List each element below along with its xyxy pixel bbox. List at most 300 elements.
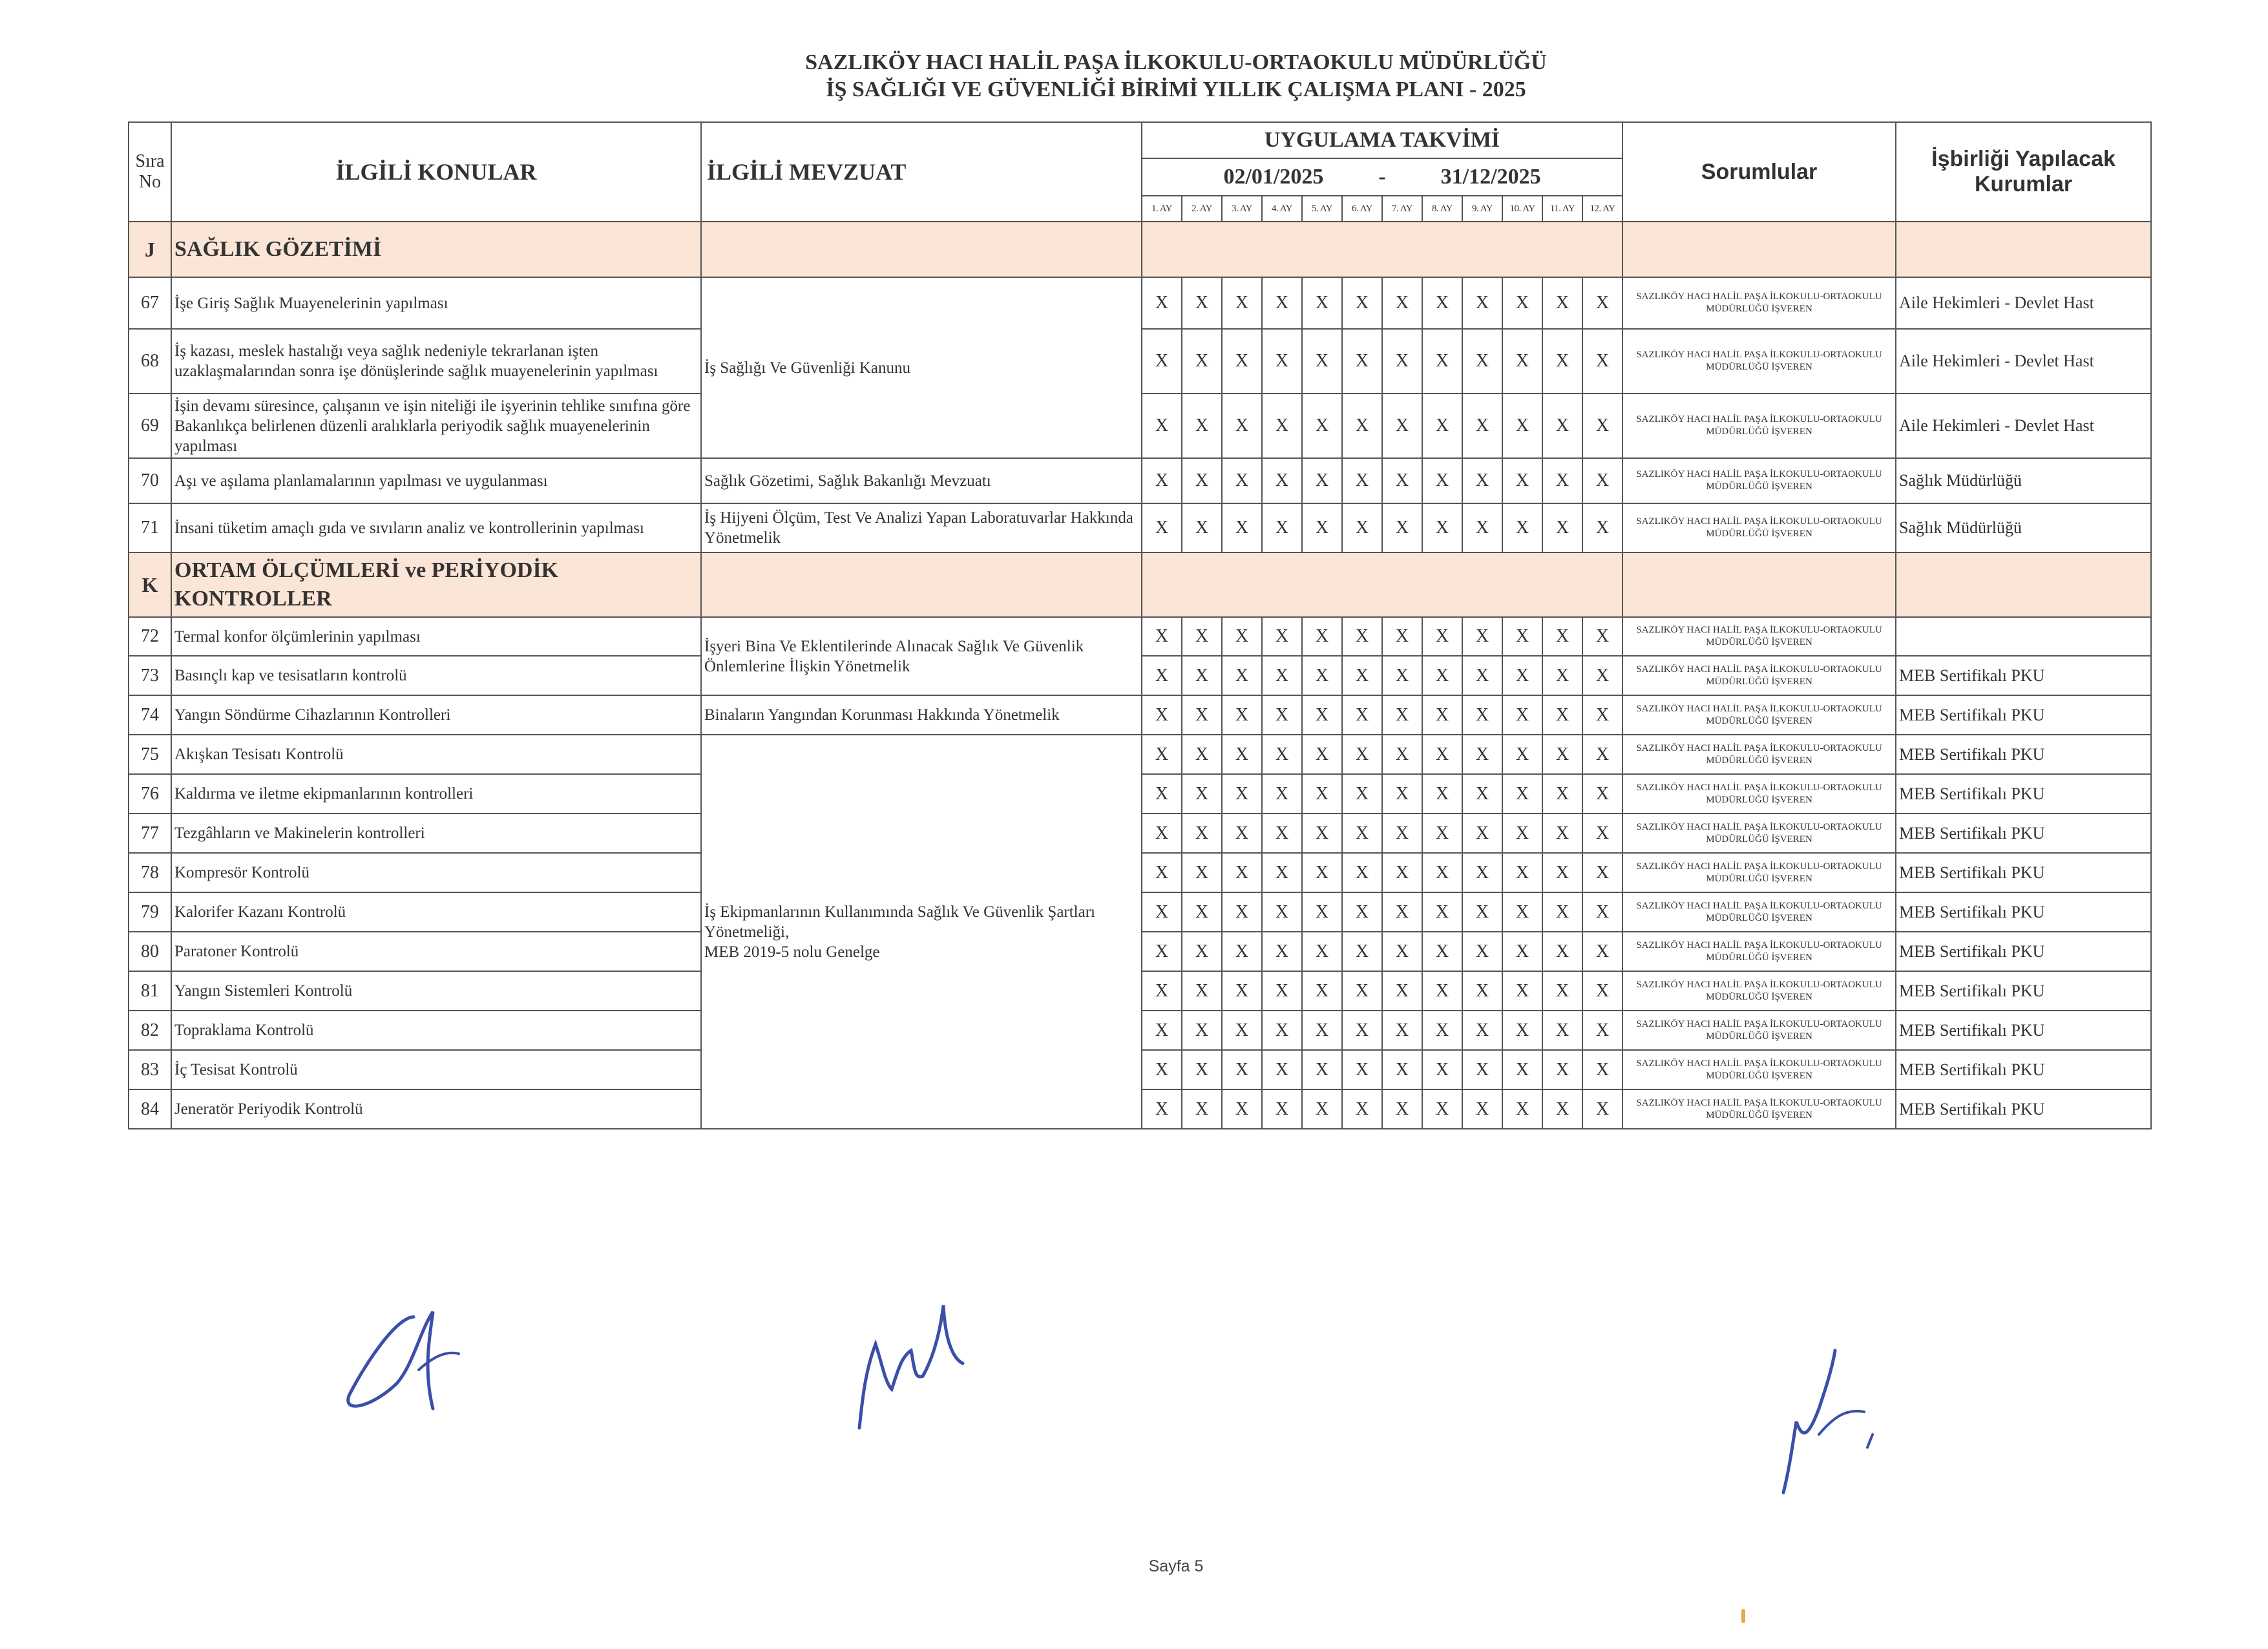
schedule-mark: X [1222, 458, 1262, 503]
table-row [129, 503, 2151, 552]
schedule-mark: X [1302, 277, 1342, 329]
row-isbirligi: MEB Sertifikalı PKU [1896, 1089, 2151, 1129]
schedule-mark: X [1262, 329, 1302, 394]
schedule-mark: X [1342, 277, 1382, 329]
schedule-mark: X [1382, 735, 1422, 774]
schedule-mark: X [1262, 853, 1302, 892]
section-blank [701, 552, 1142, 617]
schedule-mark: X [1422, 695, 1462, 735]
schedule-mark: X [1422, 277, 1462, 329]
schedule-mark: X [1502, 277, 1542, 329]
header-konular: İLGİLİ KONULAR [171, 122, 701, 222]
schedule-mark: X [1462, 503, 1502, 552]
row-number: 82 [129, 1011, 171, 1050]
schedule-mark: X [1582, 932, 1622, 971]
section-blank [1142, 552, 1622, 617]
schedule-mark: X [1222, 853, 1262, 892]
schedule-mark: X [1422, 774, 1462, 814]
schedule-mark: X [1502, 932, 1542, 971]
section-letter: J [129, 222, 171, 277]
header-sorumlular: Sorumlular [1622, 122, 1896, 222]
row-number: 78 [129, 853, 171, 892]
schedule-mark: X [1462, 1011, 1502, 1050]
schedule-mark: X [1422, 458, 1462, 503]
schedule-mark: X [1182, 814, 1222, 853]
row-topic: Aşı ve aşılama planlamalarının yapılması ve uygulanması [171, 458, 701, 503]
schedule-mark: X [1382, 774, 1422, 814]
row-sorumlu: SAZLIKÖY HACI HALİL PAŞA İLKOKULU-ORTAOKULU MÜDÜRLÜĞÜ İŞVEREN [1622, 932, 1896, 971]
document-title-line1: SAZLIKÖY HACI HALİL PAŞA İLKOKULU-ORTAOKULU MÜDÜRLÜĞÜ [805, 50, 1547, 74]
month-header: 4. AY [1262, 196, 1302, 222]
schedule-mark: X [1462, 774, 1502, 814]
schedule-mark: X [1582, 329, 1622, 394]
row-topic: Basınçlı kap ve tesisatların kontrolü [171, 656, 701, 695]
schedule-mark: X [1342, 394, 1382, 458]
schedule-mark: X [1262, 971, 1302, 1011]
row-topic: İşin devamı süresince, çalışanın ve işin niteliği ile işyerinin tehlike sınıfına göre Bakanlıkça belirlenen düzenli aralıklarla periyodik sağlık muayenelerinin yapılması [171, 394, 701, 458]
schedule-mark: X [1222, 1011, 1262, 1050]
schedule-mark: X [1182, 458, 1222, 503]
header-date-range [1142, 158, 1622, 196]
schedule-mark: X [1182, 329, 1222, 394]
section-blank [1142, 222, 1622, 277]
schedule-mark: X [1582, 1089, 1622, 1129]
schedule-mark: X [1462, 695, 1502, 735]
schedule-mark: X [1182, 774, 1222, 814]
schedule-mark: X [1462, 329, 1502, 394]
schedule-mark: X [1342, 458, 1382, 503]
schedule-mark: X [1142, 932, 1182, 971]
row-isbirligi: Sağlık Müdürlüğü [1896, 458, 2151, 503]
row-number: 71 [129, 503, 171, 552]
schedule-mark: X [1542, 971, 1582, 1011]
schedule-mark: X [1342, 735, 1382, 774]
row-number: 67 [129, 277, 171, 329]
schedule-mark: X [1342, 329, 1382, 394]
schedule-mark: X [1382, 971, 1422, 1011]
schedule-mark: X [1302, 1089, 1342, 1129]
schedule-mark: X [1342, 971, 1382, 1011]
schedule-mark: X [1262, 735, 1302, 774]
schedule-mark: X [1382, 329, 1422, 394]
schedule-mark: X [1422, 1011, 1462, 1050]
schedule-mark: X [1182, 695, 1222, 735]
schedule-mark: X [1382, 892, 1422, 932]
schedule-mark: X [1542, 1050, 1582, 1089]
schedule-mark: X [1382, 394, 1422, 458]
schedule-mark: X [1382, 277, 1422, 329]
schedule-mark: X [1462, 892, 1502, 932]
schedule-mark: X [1262, 503, 1302, 552]
schedule-mark: X [1462, 971, 1502, 1011]
schedule-mark: X [1302, 394, 1342, 458]
schedule-mark: X [1542, 932, 1582, 971]
schedule-mark: X [1182, 735, 1222, 774]
schedule-mark: X [1582, 617, 1622, 656]
schedule-mark: X [1542, 503, 1582, 552]
row-number: 75 [129, 735, 171, 774]
row-number: 77 [129, 814, 171, 853]
schedule-mark: X [1342, 814, 1382, 853]
table-row [129, 277, 2151, 329]
row-isbirligi: Aile Hekimleri - Devlet Hast [1896, 277, 2151, 329]
schedule-mark: X [1382, 932, 1422, 971]
schedule-mark: X [1582, 695, 1622, 735]
schedule-mark: X [1422, 394, 1462, 458]
month-header: 7. AY [1382, 196, 1422, 222]
row-isbirligi: MEB Sertifikalı PKU [1896, 932, 2151, 971]
schedule-mark: X [1582, 853, 1622, 892]
row-sorumlu: SAZLIKÖY HACI HALİL PAŞA İLKOKULU-ORTAOKULU MÜDÜRLÜĞÜ İŞVEREN [1622, 1050, 1896, 1089]
row-topic: Akışkan Tesisatı Kontrolü [171, 735, 701, 774]
schedule-mark: X [1182, 277, 1222, 329]
plan-table-header [129, 122, 2151, 222]
schedule-mark: X [1502, 1089, 1542, 1129]
section-title: ORTAM ÖLÇÜMLERİ ve PERİYODİK KONTROLLER [171, 552, 701, 617]
schedule-mark: X [1382, 617, 1422, 656]
row-sorumlu: SAZLIKÖY HACI HALİL PAŞA İLKOKULU-ORTAOKULU MÜDÜRLÜĞÜ İŞVEREN [1622, 1011, 1896, 1050]
schedule-mark: X [1342, 853, 1382, 892]
schedule-mark: X [1502, 503, 1542, 552]
schedule-mark: X [1462, 853, 1502, 892]
row-number: 72 [129, 617, 171, 656]
schedule-mark: X [1422, 329, 1462, 394]
schedule-mark: X [1542, 1011, 1582, 1050]
schedule-mark: X [1222, 695, 1262, 735]
row-sorumlu: SAZLIKÖY HACI HALİL PAŞA İLKOKULU-ORTAOKULU MÜDÜRLÜĞÜ İŞVEREN [1622, 853, 1896, 892]
schedule-mark: X [1262, 458, 1302, 503]
schedule-mark: X [1542, 814, 1582, 853]
schedule-mark: X [1382, 695, 1422, 735]
schedule-mark: X [1182, 1011, 1222, 1050]
schedule-mark: X [1462, 656, 1502, 695]
schedule-mark: X [1302, 656, 1342, 695]
month-header: 8. AY [1422, 196, 1462, 222]
row-sorumlu: SAZLIKÖY HACI HALİL PAŞA İLKOKULU-ORTAOKULU MÜDÜRLÜĞÜ İŞVEREN [1622, 774, 1896, 814]
schedule-mark: X [1262, 932, 1302, 971]
schedule-mark: X [1502, 1050, 1542, 1089]
schedule-mark: X [1582, 503, 1622, 552]
row-topic: Tezgâhların ve Makinelerin kontrolleri [171, 814, 701, 853]
row-sorumlu: SAZLIKÖY HACI HALİL PAŞA İLKOKULU-ORTAOKULU MÜDÜRLÜĞÜ İŞVEREN [1622, 971, 1896, 1011]
schedule-mark: X [1182, 1050, 1222, 1089]
section-row [129, 222, 2151, 277]
schedule-mark: X [1302, 695, 1342, 735]
row-topic: Topraklama Kontrolü [171, 1011, 701, 1050]
schedule-mark: X [1502, 774, 1542, 814]
schedule-mark: X [1542, 394, 1582, 458]
schedule-mark: X [1422, 735, 1462, 774]
row-isbirligi: MEB Sertifikalı PKU [1896, 814, 2151, 853]
row-sorumlu: SAZLIKÖY HACI HALİL PAŞA İLKOKULU-ORTAOKULU MÜDÜRLÜĞÜ İŞVEREN [1622, 695, 1896, 735]
row-number: 79 [129, 892, 171, 932]
page-footer: Sayfa 5 [1148, 1557, 1204, 1575]
schedule-mark: X [1422, 932, 1462, 971]
plan-table [128, 121, 2152, 1129]
schedule-mark: X [1502, 814, 1542, 853]
schedule-mark: X [1262, 695, 1302, 735]
schedule-mark: X [1422, 853, 1462, 892]
row-isbirligi: Aile Hekimleri - Devlet Hast [1896, 329, 2151, 394]
row-mevzuat: İş Ekipmanlarının Kullanımında Sağlık Ve Güvenlik Şartları Yönetmeliği, MEB 2019-5 nolu Genelge [701, 735, 1142, 1129]
schedule-mark: X [1502, 329, 1542, 394]
row-sorumlu: SAZLIKÖY HACI HALİL PAŞA İLKOKULU-ORTAOKULU MÜDÜRLÜĞÜ İŞVEREN [1622, 617, 1896, 656]
row-topic: İç Tesisat Kontrolü [171, 1050, 701, 1089]
schedule-mark: X [1142, 853, 1182, 892]
schedule-mark: X [1502, 1011, 1542, 1050]
header-mevzuat: İLGİLİ MEVZUAT [701, 122, 1142, 222]
schedule-mark: X [1222, 735, 1262, 774]
schedule-mark: X [1262, 1089, 1302, 1129]
schedule-mark: X [1222, 971, 1262, 1011]
table-row [129, 695, 2151, 735]
row-number: 69 [129, 394, 171, 458]
row-mevzuat: İşyeri Bina Ve Eklentilerinde Alınacak Sağlık Ve Güvenlik Önlemlerine İlişkin Yönetmelik [701, 617, 1142, 695]
schedule-mark: X [1262, 774, 1302, 814]
schedule-mark: X [1262, 1050, 1302, 1089]
signature-3 [1758, 1338, 1900, 1506]
schedule-mark: X [1142, 695, 1182, 735]
schedule-mark: X [1262, 277, 1302, 329]
header-uygulama: UYGULAMA TAKVİMİ [1142, 122, 1622, 158]
month-header: 9. AY [1462, 196, 1502, 222]
row-isbirligi: Sağlık Müdürlüğü [1896, 503, 2151, 552]
month-header: 11. AY [1542, 196, 1582, 222]
schedule-mark: X [1222, 277, 1262, 329]
schedule-mark: X [1462, 735, 1502, 774]
schedule-mark: X [1302, 617, 1342, 656]
row-number: 74 [129, 695, 171, 735]
header-isbirligi: İşbirliği Yapılacak Kurumlar [1896, 122, 2151, 222]
row-topic: Termal konfor ölçümlerinin yapılması [171, 617, 701, 656]
schedule-mark: X [1182, 617, 1222, 656]
row-sorumlu: SAZLIKÖY HACI HALİL PAŞA İLKOKULU-ORTAOKULU MÜDÜRLÜĞÜ İŞVEREN [1622, 503, 1896, 552]
schedule-mark: X [1302, 814, 1342, 853]
schedule-mark: X [1262, 394, 1302, 458]
schedule-mark: X [1302, 329, 1342, 394]
schedule-mark: X [1302, 892, 1342, 932]
schedule-mark: X [1142, 329, 1182, 394]
row-sorumlu: SAZLIKÖY HACI HALİL PAŞA İLKOKULU-ORTAOKULU MÜDÜRLÜĞÜ İŞVEREN [1622, 735, 1896, 774]
schedule-mark: X [1382, 656, 1422, 695]
row-mevzuat: İş Hijyeni Ölçüm, Test Ve Analizi Yapan Laboratuvarlar Hakkında Yönetmelik [701, 503, 1142, 552]
month-header: 6. AY [1342, 196, 1382, 222]
schedule-mark: X [1222, 656, 1262, 695]
schedule-mark: X [1222, 774, 1262, 814]
row-isbirligi: MEB Sertifikalı PKU [1896, 735, 2151, 774]
row-number: 81 [129, 971, 171, 1011]
schedule-mark: X [1302, 458, 1342, 503]
row-number: 83 [129, 1050, 171, 1089]
end-date: 31/12/2025 [1440, 165, 1541, 189]
schedule-mark: X [1502, 735, 1542, 774]
schedule-mark: X [1262, 892, 1302, 932]
schedule-mark: X [1422, 814, 1462, 853]
schedule-mark: X [1462, 814, 1502, 853]
row-topic: İnsani tüketim amaçlı gıda ve sıvıların analiz ve kontrollerinin yapılması [171, 503, 701, 552]
schedule-mark: X [1182, 853, 1222, 892]
schedule-mark: X [1422, 971, 1462, 1011]
row-isbirligi: MEB Sertifikalı PKU [1896, 1011, 2151, 1050]
schedule-mark: X [1542, 329, 1582, 394]
start-date: 02/01/2025 [1223, 165, 1324, 189]
schedule-mark: X [1382, 503, 1422, 552]
schedule-mark: X [1582, 277, 1622, 329]
plan-table-body [129, 222, 2151, 1129]
schedule-mark: X [1462, 1089, 1502, 1129]
section-title: SAĞLIK GÖZETİMİ [171, 222, 701, 277]
schedule-mark: X [1342, 656, 1382, 695]
schedule-mark: X [1342, 892, 1382, 932]
schedule-mark: X [1542, 892, 1582, 932]
schedule-mark: X [1302, 853, 1342, 892]
row-topic: Kompresör Kontrolü [171, 853, 701, 892]
row-topic: Paratoner Kontrolü [171, 932, 701, 971]
row-isbirligi: Aile Hekimleri - Devlet Hast [1896, 394, 2151, 458]
row-isbirligi: MEB Sertifikalı PKU [1896, 695, 2151, 735]
row-sorumlu: SAZLIKÖY HACI HALİL PAŞA İLKOKULU-ORTAOKULU MÜDÜRLÜĞÜ İŞVEREN [1622, 814, 1896, 853]
row-number: 84 [129, 1089, 171, 1129]
row-sorumlu: SAZLIKÖY HACI HALİL PAŞA İLKOKULU-ORTAOKULU MÜDÜRLÜĞÜ İŞVEREN [1622, 394, 1896, 458]
schedule-mark: X [1422, 1089, 1462, 1129]
row-topic: Yangın Sistemleri Kontrolü [171, 971, 701, 1011]
schedule-mark: X [1142, 735, 1182, 774]
schedule-mark: X [1342, 1050, 1382, 1089]
month-header: 5. AY [1302, 196, 1342, 222]
schedule-mark: X [1142, 458, 1182, 503]
schedule-mark: X [1382, 458, 1422, 503]
row-mevzuat: İş Sağlığı Ve Güvenliği Kanunu [701, 277, 1142, 458]
row-topic: Jeneratör Periyodik Kontrolü [171, 1089, 701, 1129]
month-header: 1. AY [1142, 196, 1182, 222]
row-topic: Yangın Söndürme Cihazlarının Kontrolleri [171, 695, 701, 735]
schedule-mark: X [1222, 617, 1262, 656]
table-row [129, 735, 2151, 774]
schedule-mark: X [1542, 656, 1582, 695]
month-header: 10. AY [1502, 196, 1542, 222]
row-isbirligi: MEB Sertifikalı PKU [1896, 1050, 2151, 1089]
section-blank [1896, 222, 2151, 277]
row-mevzuat: Sağlık Gözetimi, Sağlık Bakanlığı Mevzuatı [701, 458, 1142, 503]
schedule-mark: X [1342, 1011, 1382, 1050]
schedule-mark: X [1582, 735, 1622, 774]
row-number: 80 [129, 932, 171, 971]
schedule-mark: X [1142, 394, 1182, 458]
row-number: 68 [129, 329, 171, 394]
month-header: 2. AY [1182, 196, 1222, 222]
schedule-mark: X [1422, 617, 1462, 656]
schedule-mark: X [1142, 656, 1182, 695]
schedule-mark: X [1542, 735, 1582, 774]
schedule-mark: X [1502, 617, 1542, 656]
row-topic: Kaldırma ve iletme ekipmanlarının kontrolleri [171, 774, 701, 814]
schedule-mark: X [1502, 853, 1542, 892]
schedule-mark: X [1182, 656, 1222, 695]
schedule-mark: X [1302, 774, 1342, 814]
row-number: 73 [129, 656, 171, 695]
schedule-mark: X [1302, 735, 1342, 774]
schedule-mark: X [1382, 1089, 1422, 1129]
schedule-mark: X [1182, 892, 1222, 932]
row-number: 76 [129, 774, 171, 814]
schedule-mark: X [1222, 892, 1262, 932]
schedule-mark: X [1182, 1089, 1222, 1129]
schedule-mark: X [1502, 971, 1542, 1011]
schedule-mark: X [1542, 774, 1582, 814]
ink-spot [1741, 1609, 1745, 1623]
schedule-mark: X [1142, 503, 1182, 552]
schedule-mark: X [1302, 932, 1342, 971]
table-row [129, 458, 2151, 503]
schedule-mark: X [1382, 1050, 1422, 1089]
row-sorumlu: SAZLIKÖY HACI HALİL PAŞA İLKOKULU-ORTAOKULU MÜDÜRLÜĞÜ İŞVEREN [1622, 656, 1896, 695]
row-number: 70 [129, 458, 171, 503]
schedule-mark: X [1142, 814, 1182, 853]
schedule-mark: X [1582, 458, 1622, 503]
section-blank [701, 222, 1142, 277]
schedule-mark: X [1222, 1089, 1262, 1129]
schedule-mark: X [1542, 277, 1582, 329]
row-topic: Kalorifer Kazanı Kontrolü [171, 892, 701, 932]
header-sira-no: Sıra No [129, 122, 171, 222]
schedule-mark: X [1222, 394, 1262, 458]
schedule-mark: X [1222, 503, 1262, 552]
schedule-mark: X [1142, 971, 1182, 1011]
row-isbirligi [1896, 617, 2151, 656]
row-isbirligi: MEB Sertifikalı PKU [1896, 853, 2151, 892]
schedule-mark: X [1542, 695, 1582, 735]
schedule-mark: X [1142, 1050, 1182, 1089]
schedule-mark: X [1142, 1011, 1182, 1050]
schedule-mark: X [1302, 1011, 1342, 1050]
section-blank [1896, 552, 2151, 617]
schedule-mark: X [1582, 394, 1622, 458]
schedule-mark: X [1342, 695, 1382, 735]
document-title-line2: İŞ SAĞLIĞI VE GÜVENLİĞİ BİRİMİ YILLIK ÇALIŞMA PLANI - 2025 [826, 78, 1526, 101]
schedule-mark: X [1502, 394, 1542, 458]
schedule-mark: X [1462, 932, 1502, 971]
month-header: 3. AY [1222, 196, 1262, 222]
signature-2 [846, 1292, 1014, 1441]
schedule-mark: X [1142, 277, 1182, 329]
section-row [129, 552, 2151, 617]
row-sorumlu: SAZLIKÖY HACI HALİL PAŞA İLKOKULU-ORTAOKULU MÜDÜRLÜĞÜ İŞVEREN [1622, 1089, 1896, 1129]
schedule-mark: X [1382, 1011, 1422, 1050]
schedule-mark: X [1222, 1050, 1262, 1089]
month-header: 12. AY [1582, 196, 1622, 222]
schedule-mark: X [1182, 932, 1222, 971]
schedule-mark: X [1502, 892, 1542, 932]
table-row [129, 617, 2151, 656]
schedule-mark: X [1502, 458, 1542, 503]
schedule-mark: X [1182, 394, 1222, 458]
schedule-mark: X [1262, 656, 1302, 695]
section-blank [1622, 552, 1896, 617]
schedule-mark: X [1582, 1050, 1622, 1089]
schedule-mark: X [1582, 774, 1622, 814]
schedule-mark: X [1422, 1050, 1462, 1089]
schedule-mark: X [1502, 656, 1542, 695]
schedule-mark: X [1142, 892, 1182, 932]
schedule-mark: X [1302, 503, 1342, 552]
row-isbirligi: MEB Sertifikalı PKU [1896, 774, 2151, 814]
date-separator: - [1378, 165, 1386, 189]
schedule-mark: X [1342, 503, 1382, 552]
schedule-mark: X [1302, 971, 1342, 1011]
schedule-mark: X [1262, 617, 1302, 656]
row-sorumlu: SAZLIKÖY HACI HALİL PAŞA İLKOKULU-ORTAOKULU MÜDÜRLÜĞÜ İŞVEREN [1622, 892, 1896, 932]
schedule-mark: X [1542, 458, 1582, 503]
